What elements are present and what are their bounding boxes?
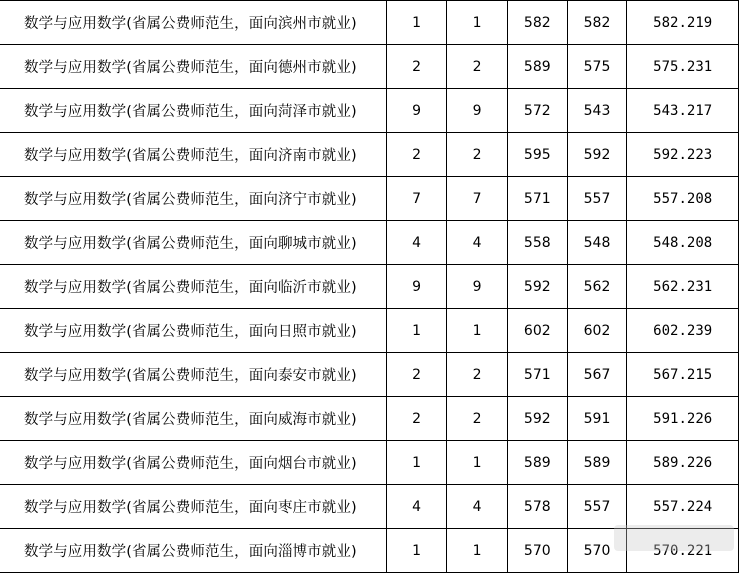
major-cell: 数学与应用数学(省属公费师范生，面向济南市就业) [0,133,386,177]
major-cell: 数学与应用数学(省属公费师范生，面向济宁市就业) [0,177,386,221]
plan-count-cell: 4 [386,485,447,529]
table-row [0,89,739,133]
admitted-count-cell: 1 [447,309,508,353]
major-cell: 数学与应用数学(省属公费师范生，面向聊城市就业) [0,221,386,265]
max-score-cell: 589 [507,45,567,89]
min-score-cell: 557 [567,177,627,221]
admitted-count-cell: 2 [447,133,508,177]
min-score-cell: 570 [567,529,627,573]
table-row [0,45,739,89]
plan-count-cell: 9 [386,265,447,309]
min-score-detail-cell: 562.231 [627,265,739,309]
plan-count-cell: 2 [386,45,447,89]
major-cell: 数学与应用数学(省属公费师范生，面向菏泽市就业) [0,89,386,133]
min-score-cell: 567 [567,353,627,397]
table-row [0,353,739,397]
max-score-cell: 558 [507,221,567,265]
min-score-cell: 582 [567,1,627,45]
min-score-cell: 602 [567,309,627,353]
min-score-cell: 589 [567,441,627,485]
max-score-cell: 572 [507,89,567,133]
plan-count-cell: 4 [386,221,447,265]
min-score-cell: 591 [567,397,627,441]
plan-count-cell: 9 [386,89,447,133]
table-row [0,485,739,529]
min-score-detail-cell: 567.215 [627,353,739,397]
min-score-detail-cell: 570.221 [627,529,739,573]
max-score-cell: 595 [507,133,567,177]
min-score-cell: 543 [567,89,627,133]
major-cell: 数学与应用数学(省属公费师范生，面向枣庄市就业) [0,485,386,529]
table-row [0,441,739,485]
admitted-count-cell: 2 [447,397,508,441]
table-row [0,133,739,177]
table-row [0,1,739,45]
watermark-overlay [614,525,734,551]
table-row [0,177,739,221]
admitted-count-cell: 7 [447,177,508,221]
major-cell: 数学与应用数学(省属公费师范生，面向泰安市就业) [0,353,386,397]
min-score-detail-cell: 543.217 [627,89,739,133]
plan-count-cell: 7 [386,177,447,221]
max-score-cell: 592 [507,397,567,441]
admitted-count-cell: 1 [447,1,508,45]
max-score-cell: 578 [507,485,567,529]
plan-count-cell: 1 [386,1,447,45]
max-score-cell: 592 [507,265,567,309]
admitted-count-cell: 9 [447,265,508,309]
major-cell: 数学与应用数学(省属公费师范生，面向淄博市就业) [0,529,386,573]
min-score-detail-cell: 575.231 [627,45,739,89]
admitted-count-cell: 1 [447,441,508,485]
max-score-cell: 589 [507,441,567,485]
min-score-cell: 557 [567,485,627,529]
admitted-count-cell: 2 [447,353,508,397]
major-cell: 数学与应用数学(省属公费师范生，面向威海市就业) [0,397,386,441]
min-score-detail-cell: 557.224 [627,485,739,529]
max-score-cell: 571 [507,353,567,397]
max-score-cell: 571 [507,177,567,221]
min-score-detail-cell: 548.208 [627,221,739,265]
min-score-cell: 548 [567,221,627,265]
admitted-count-cell: 4 [447,485,508,529]
plan-count-cell: 2 [386,353,447,397]
max-score-cell: 602 [507,309,567,353]
min-score-detail-cell: 602.239 [627,309,739,353]
max-score-cell: 582 [507,1,567,45]
table-row [0,397,739,441]
table-row [0,265,739,309]
major-cell: 数学与应用数学(省属公费师范生，面向日照市就业) [0,309,386,353]
plan-count-cell: 1 [386,529,447,573]
admitted-count-cell: 4 [447,221,508,265]
plan-count-cell: 2 [386,397,447,441]
admitted-count-cell: 2 [447,45,508,89]
min-score-cell: 562 [567,265,627,309]
major-cell: 数学与应用数学(省属公费师范生，面向滨州市就业) [0,1,386,45]
major-cell: 数学与应用数学(省属公费师范生，面向烟台市就业) [0,441,386,485]
max-score-cell: 570 [507,529,567,573]
min-score-detail-cell: 589.226 [627,441,739,485]
major-cell: 数学与应用数学(省属公费师范生，面向临沂市就业) [0,265,386,309]
min-score-detail-cell: 582.219 [627,1,739,45]
min-score-detail-cell: 591.226 [627,397,739,441]
admitted-count-cell: 9 [447,89,508,133]
min-score-detail-cell: 557.208 [627,177,739,221]
table-row [0,309,739,353]
table-body [0,1,739,573]
table-row [0,221,739,265]
admitted-count-cell: 1 [447,529,508,573]
min-score-cell: 592 [567,133,627,177]
plan-count-cell: 1 [386,441,447,485]
min-score-cell: 575 [567,45,627,89]
plan-count-cell: 2 [386,133,447,177]
min-score-detail-cell: 592.223 [627,133,739,177]
major-cell: 数学与应用数学(省属公费师范生，面向德州市就业) [0,45,386,89]
plan-count-cell: 1 [386,309,447,353]
